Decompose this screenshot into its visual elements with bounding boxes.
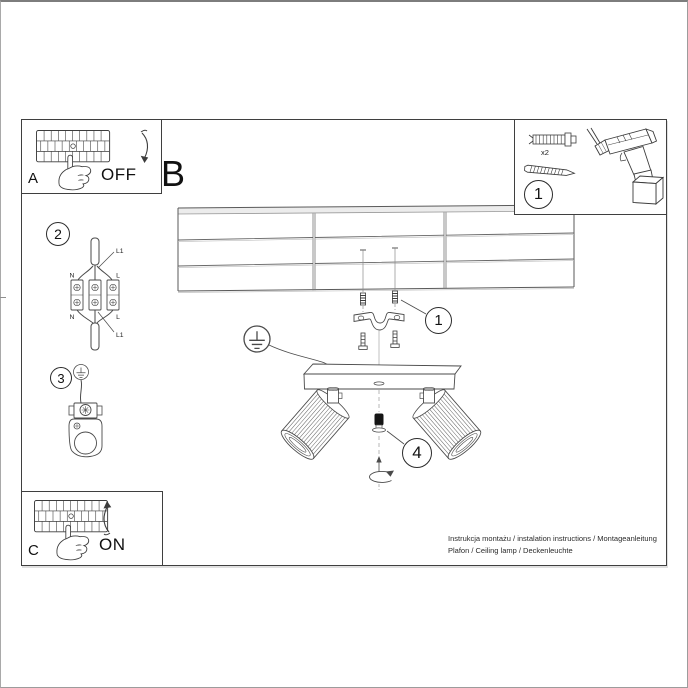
ground-symbol-icon bbox=[244, 326, 270, 352]
supply-cable-bottom bbox=[91, 323, 99, 350]
on-label: ON bbox=[99, 535, 126, 554]
step-1-mount-badge: 1 bbox=[425, 307, 452, 334]
step-4-badge: 4 bbox=[402, 438, 432, 468]
wall-plug-icon bbox=[529, 133, 576, 146]
label-l-top: L bbox=[116, 272, 120, 280]
label-n-top: N bbox=[69, 272, 75, 280]
step-3-badge: 3 bbox=[50, 367, 72, 389]
leader-line bbox=[401, 300, 426, 314]
wall-plug-icon bbox=[392, 291, 397, 303]
lamp-illustration bbox=[278, 364, 484, 490]
footer-line-2: Plafon / Ceiling lamp / Deckenleuchte bbox=[448, 546, 573, 555]
mounting-bracket-icon bbox=[354, 312, 404, 330]
wires-bottom bbox=[77, 310, 113, 323]
mounting-screws-illustration bbox=[354, 248, 426, 371]
label-l-bottom: L bbox=[116, 314, 120, 321]
step-c-box bbox=[21, 491, 163, 566]
wall-plug-icon bbox=[360, 293, 365, 305]
step-c-label: C bbox=[28, 542, 39, 559]
label-l1-top: L1 bbox=[116, 248, 124, 255]
arrow-down-icon bbox=[141, 130, 149, 163]
screw-icon bbox=[359, 333, 367, 349]
off-label: OFF bbox=[101, 165, 137, 184]
cable-clamp-icon bbox=[69, 403, 102, 457]
ground-wire bbox=[80, 380, 81, 403]
ceiling-illustration bbox=[178, 205, 574, 293]
breaker-panel-icon bbox=[34, 500, 107, 559]
step-a-box bbox=[21, 119, 162, 194]
quantity-label: x2 bbox=[541, 148, 549, 157]
footer-line-1: Instrukcja montażu / instalation instructions / Montageanleitung bbox=[448, 534, 657, 543]
swivel-joint-left bbox=[328, 389, 339, 403]
leader-line bbox=[387, 431, 404, 444]
step-2-badge: 2 bbox=[46, 222, 70, 246]
ground-symbol-icon bbox=[74, 365, 89, 380]
rotation-arrow-icon bbox=[370, 456, 394, 490]
screw-icon bbox=[391, 331, 399, 347]
terminal-block bbox=[71, 280, 119, 310]
canopy-top bbox=[304, 364, 461, 374]
registration-tick bbox=[0, 297, 6, 298]
supply-cable-top bbox=[91, 238, 99, 265]
step-a-label: A bbox=[28, 170, 39, 187]
step-1-badge: 1 bbox=[524, 180, 553, 209]
adjustment-screw-icon bbox=[375, 414, 383, 425]
drill-icon bbox=[587, 128, 663, 204]
swivel-joint-right bbox=[424, 389, 435, 403]
label-l1-bottom: L1 bbox=[116, 332, 124, 339]
breaker-panel-icon bbox=[36, 130, 109, 189]
footer-text bbox=[448, 533, 663, 557]
label-n-bottom: N bbox=[69, 314, 75, 321]
screw-icon bbox=[524, 165, 574, 176]
step-b-label: B bbox=[161, 153, 186, 194]
canopy-front bbox=[304, 374, 455, 389]
wires-top bbox=[78, 266, 112, 281]
